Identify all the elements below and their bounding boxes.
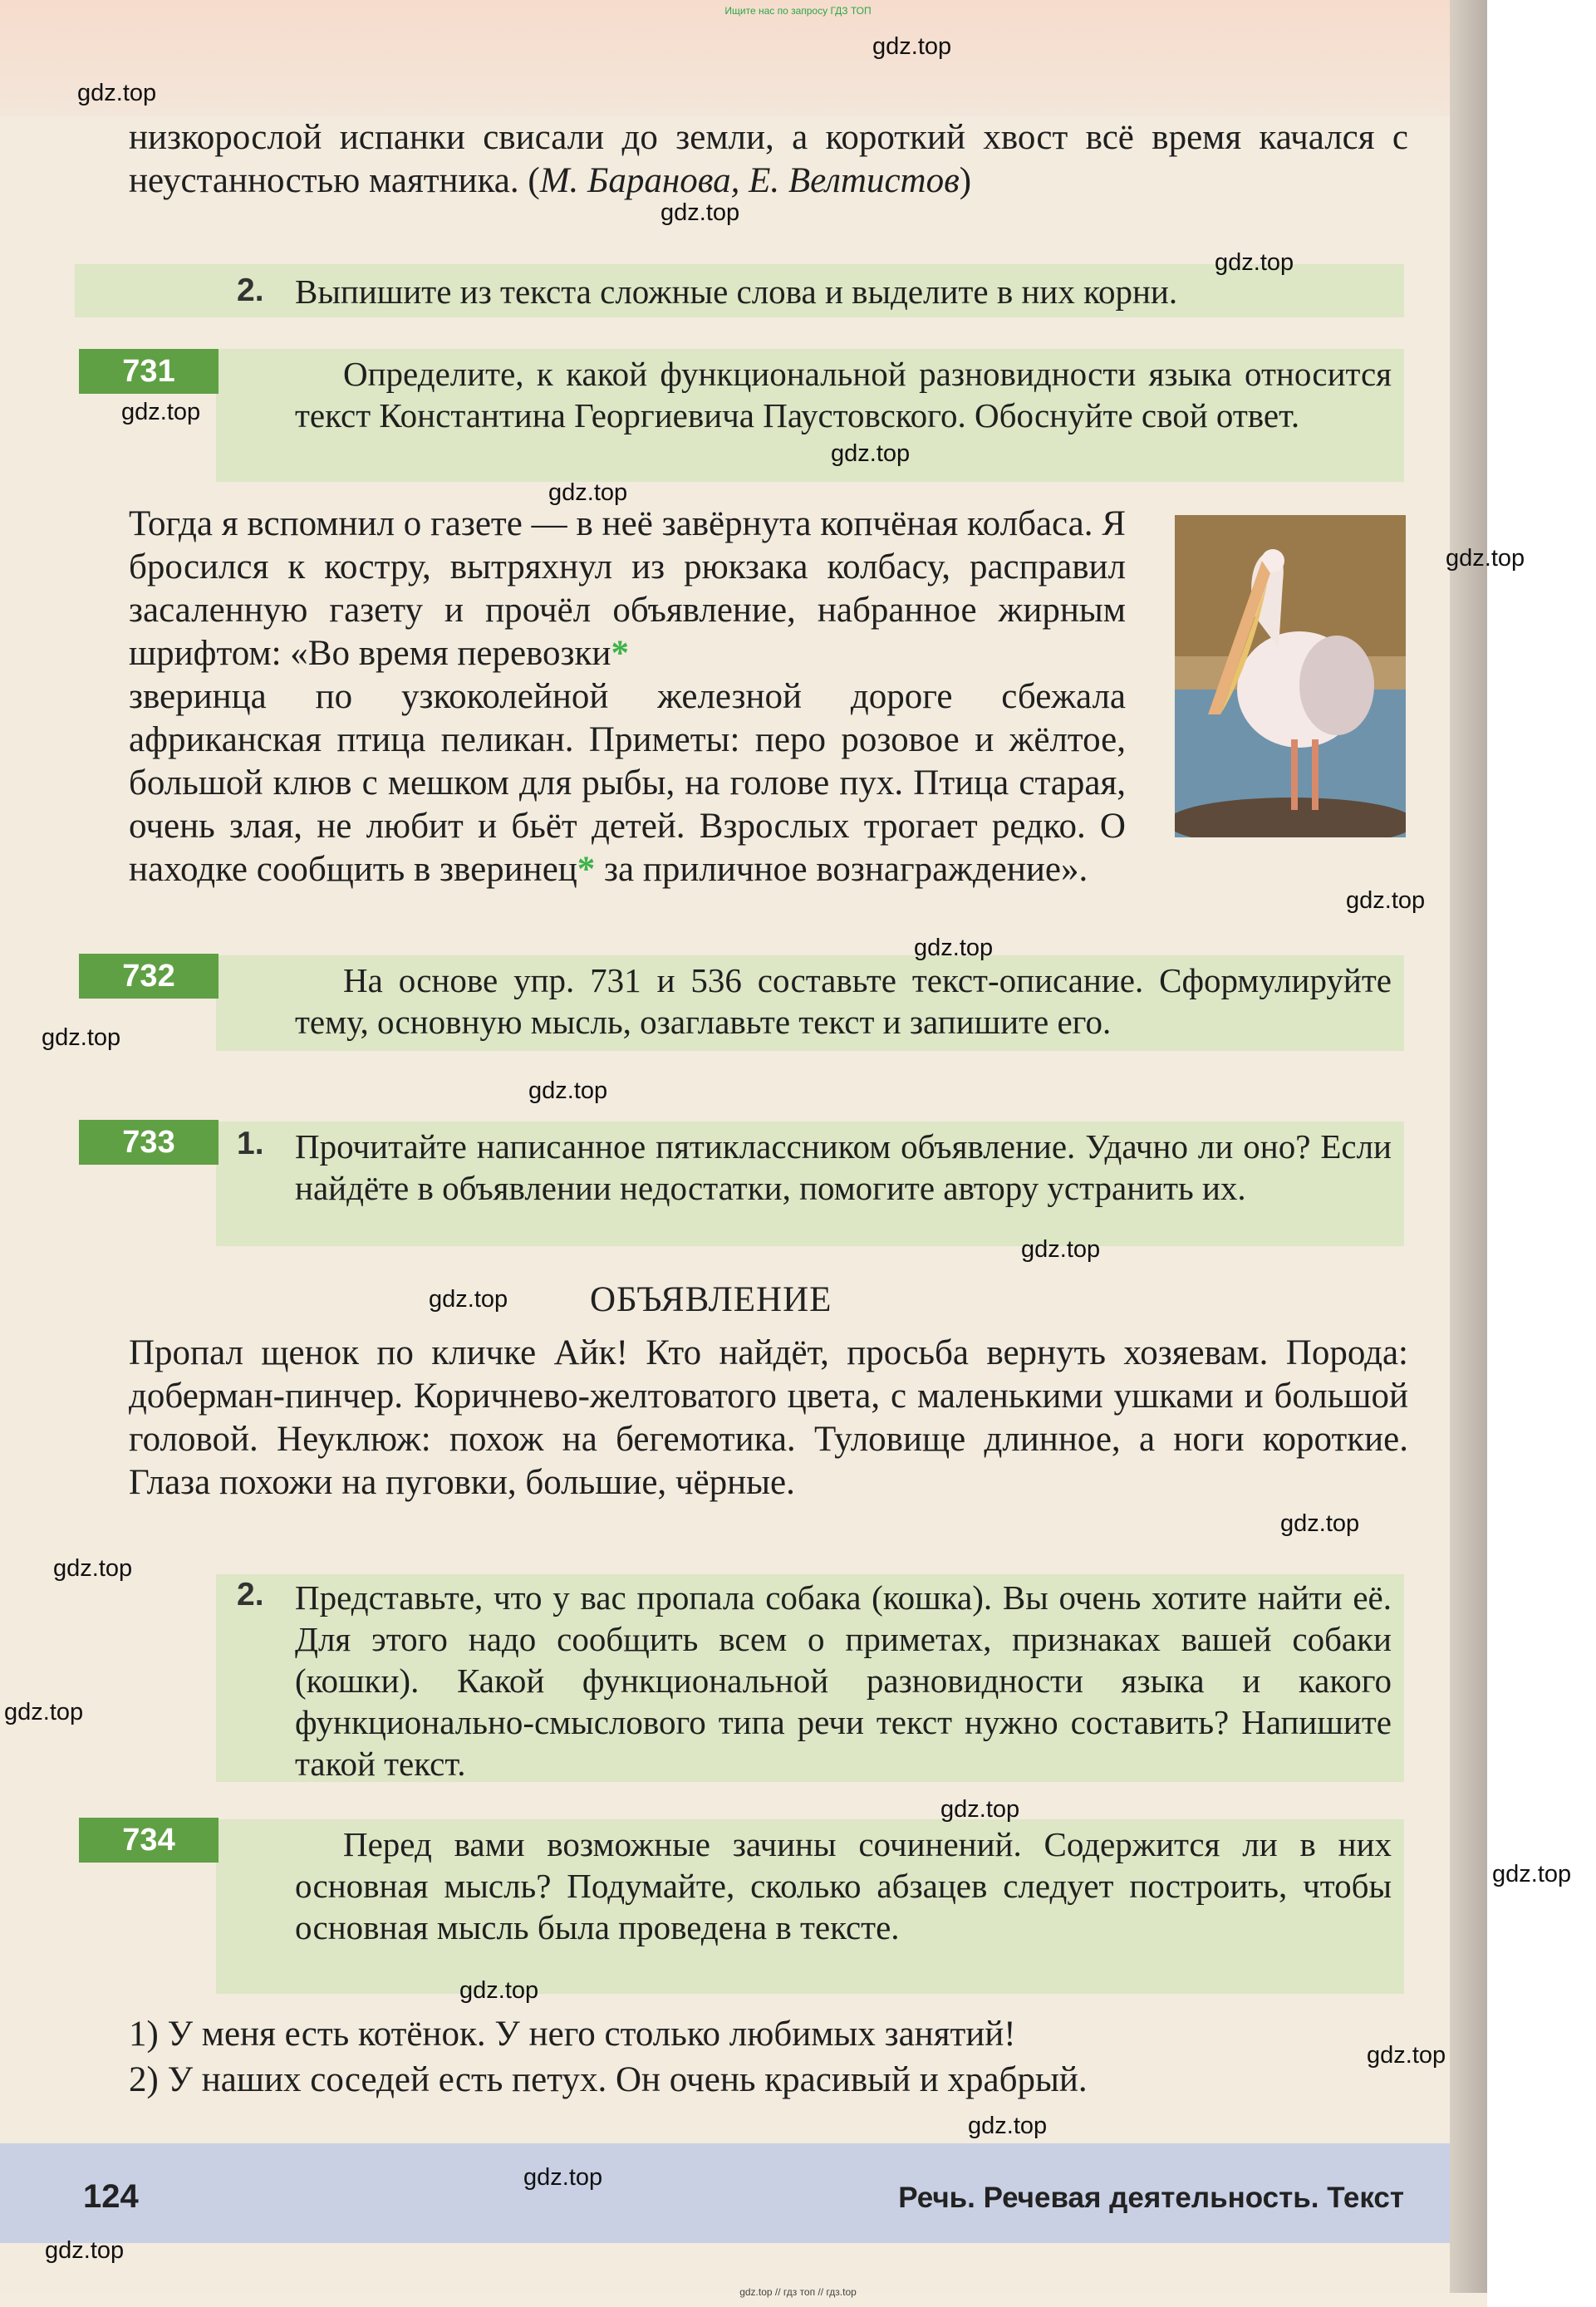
- running-head: Речь. Речевая деятельность. Текст: [898, 2182, 1404, 2214]
- exercise-732-badge: 732: [79, 954, 219, 999]
- exercise-731-text-continued: [129, 675, 1126, 891]
- watermark: gdz.top: [429, 1286, 508, 1313]
- watermark: gdz.top: [1280, 1510, 1360, 1537]
- intro-authors: М. Баранова, Е. Велтистов: [539, 161, 960, 200]
- watermark: gdz.top: [523, 2164, 603, 2191]
- announcement-text: Пропал щенок по кличке Айк! Кто найдёт, просьба вернуть хозяевам. Порода: доберман-пинчер. Коричнево-желтоватого цвета, с маленькими ушками и большой головой. Неуклюж: похож на бегемотика. Туловище длинное, а ноги короткие. Глаза похожи на пуговки, большие, чёрные.: [129, 1333, 1408, 1502]
- watermark: gdz.top: [872, 33, 952, 60]
- watermark: gdz.top: [53, 1555, 133, 1582]
- watermark: gdz.top: [1215, 249, 1294, 276]
- watermark: gdz.top: [77, 80, 157, 106]
- list-item: 2) У наших соседей есть петух. Он очень красивый и храбрый.: [129, 2060, 1088, 2099]
- watermark: gdz.top: [831, 440, 911, 467]
- watermark: gdz.top: [1367, 2042, 1446, 2069]
- watermark: gdz.top: [548, 479, 628, 506]
- exercise-734-badge: 734: [79, 1818, 219, 1863]
- pelican-photo: [1175, 515, 1406, 837]
- watermark: gdz.top: [528, 1077, 608, 1104]
- watermark: gdz.top: [940, 1796, 1020, 1823]
- intro-text-end: ): [959, 161, 972, 200]
- exercise-733-q1-number: 1.: [237, 1126, 264, 1161]
- top-band: [0, 0, 1487, 116]
- intro-text-start: низкорослой испанки свисали до земли, а короткий хвост всё время качался с неустанностью маятника. (: [129, 118, 1408, 200]
- bottom-note: gdz.top // гдз топ // гдз.top: [739, 2286, 857, 2298]
- exercise-731-task: Определите, к какой функциональной разновидности языка относится текст Константина Георгиевича Паустовского. Обоснуйте свой ответ.: [295, 355, 1392, 434]
- exercise-733-q2: Представьте, что у вас пропала собака (кошка). Вы очень хотите найти её. Для этого надо сообщить всем о приметах, признаках вашей собаки (кошки). Какой функциональной разновидности языка и какого функционально-смыслового типа речи текст нужно составить? Напишите такой текст.: [295, 1578, 1392, 1783]
- exercise-732-task: На основе упр. 731 и 536 составьте текст-описание. Сформулируйте тему, основную мысль, озаглавьте текст и запишите его.: [295, 961, 1392, 1041]
- watermark: gdz.top: [914, 935, 994, 961]
- task-text: Выпишите из текста сложные слова и выделите в них корни.: [295, 272, 1178, 311]
- exercise-731-text-wrapped: [129, 503, 1126, 675]
- page-edge-shadow: [1450, 0, 1487, 2293]
- pelican-illustration: [1175, 515, 1406, 837]
- intro-paragraph: [129, 116, 1408, 203]
- white-margin: [1487, 0, 1596, 2307]
- exercise-731-text-part3: за приличное вознаграждение».: [595, 850, 1088, 889]
- watermark: gdz.top: [42, 1024, 121, 1051]
- watermark: gdz.top: [459, 1977, 539, 2004]
- watermark: gdz.top: [660, 199, 740, 226]
- exercise-733-badge: 733: [79, 1120, 219, 1165]
- asterisk-mark: *: [611, 634, 629, 673]
- announcement-heading: ОБЪЯВЛЕНИЕ: [590, 1280, 832, 1319]
- watermark: gdz.top: [1021, 1236, 1101, 1263]
- list-item: 1) У меня есть котёнок. У него столько любимых занятий!: [129, 2015, 1016, 2054]
- watermark: gdz.top: [45, 2237, 125, 2264]
- exercise-731-text-part2: зверинца по узкоколейной железной дороге сбежала африканская птица пеликан. Приметы: перо розовое и жёлтое, большой клюв с мешком для рыбы, на голове пух. Птица старая, очень злая, не любит и бьёт детей. Взрослых трогает редко. О находке сообщить в зверинец: [129, 677, 1126, 889]
- asterisk-mark-2: *: [577, 850, 596, 889]
- watermark: gdz.top: [1446, 545, 1525, 572]
- task-number: 2.: [237, 272, 264, 308]
- top-note: Ищите нас по запросу ГДЗ ТОП: [724, 5, 872, 17]
- watermark: gdz.top: [121, 399, 201, 425]
- exercise-731-text-part1: Тогда я вспомнил о газете — в неё завёрнута копчёная колбаса. Я бросился к костру, вытряхнул из рюкзака колбасу, расправил засаленную газету и прочёл объявление, набранное жирным шрифтом: «Во время перевозки: [129, 504, 1126, 673]
- watermark: gdz.top: [1346, 887, 1426, 914]
- watermark: gdz.top: [1492, 1861, 1572, 1887]
- watermark: gdz.top: [968, 2113, 1048, 2139]
- exercise-733-q1: Прочитайте написанное пятиклассником объявление. Удачно ли оно? Если найдёте в объявлении недостатки, помогите автору устранить их.: [295, 1127, 1392, 1207]
- exercise-733-q2-number: 2.: [237, 1577, 264, 1612]
- exercise-731-badge: 731: [79, 349, 219, 394]
- watermark: gdz.top: [4, 1699, 84, 1725]
- exercise-734-task: Перед вами возможные зачины сочинений. Содержится ли в них основная мысль? Подумайте, сколько абзацев следует построить, чтобы основная мысль была проведена в тексте.: [295, 1825, 1392, 1946]
- page-number: 124: [83, 2178, 139, 2215]
